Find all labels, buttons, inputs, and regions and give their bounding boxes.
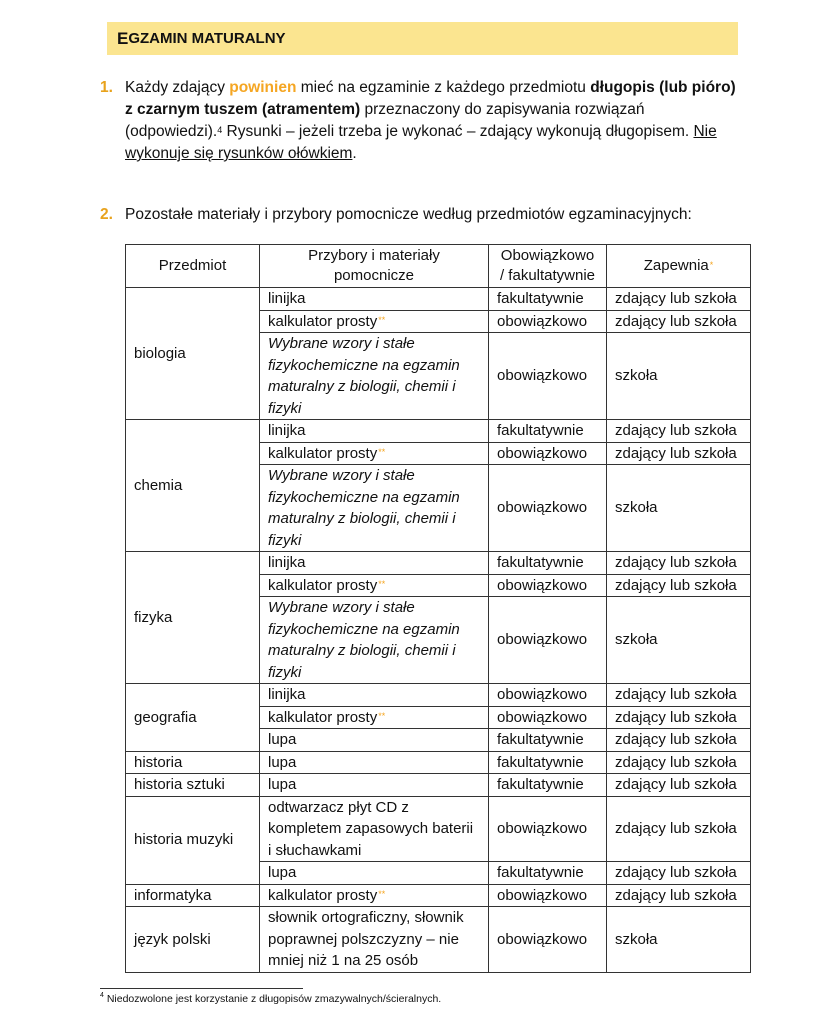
header-materials: Przybory i materiały pomocnicze <box>260 245 489 288</box>
footnote-number: 4 <box>100 992 104 999</box>
banner-title: GZAMIN MATURALNY <box>128 30 286 47</box>
materials-table <box>125 244 751 973</box>
point-2-text: Pozostałe materiały i przybory pomocnicze według przedmiotów egzaminacyjnych: <box>125 206 692 223</box>
subject-cell: biologia <box>126 288 260 420</box>
subject-cell: historia <box>126 751 260 774</box>
table-row: geografia linijka obowiązkowo zdający lub szkoła <box>126 684 751 707</box>
table-row: fizyka linijka fakultatywnie zdający lub szkoła <box>126 552 751 575</box>
table-row: Wybrane wzory i stałe fizykochemiczne na egzamin maturalny z biologii, chemii i fizyki obowiązkowo szkoła <box>126 333 751 420</box>
subject-cell: fizyka <box>126 552 260 684</box>
point-1-text: Każdy zdający powinien mieć na egzaminie z każdego przedmiotu długopis (lub pióro) z czarnym tuszem (atramentem) przeznaczony do zapisywania rozwiązań (odpowiedzi).$^4$ Rysunki – jeżeli trzeba je wykonać – zdający wykonują długopisem. Nie wykonuje się rysunków ołówkiem. <box>125 79 736 162</box>
table-row: historia sztuki lupa fakultatywnie zdający lub szkoła <box>126 774 751 797</box>
table-row: język polski słownik ortograficzny, słownik poprawnej polszczyzny – nie mniej niż 1 na 25 osób obowiązkowo szkoła <box>126 907 751 973</box>
banner-first-letter: E <box>117 28 129 48</box>
table-row: chemia linijka fakultatywnie zdający lub szkoła <box>126 420 751 443</box>
pen-requirement: długopis (lub pióro) z czarnym tuszem (atramentem) <box>125 79 736 118</box>
header-provider: Zapewnia* <box>607 245 751 288</box>
point-1-number: 1. <box>100 79 113 96</box>
table-row: informatyka kalkulator prosty** obowiązkowo zdający lub szkoła <box>126 884 751 907</box>
footnote-divider <box>100 988 303 989</box>
point-2 <box>100 204 740 226</box>
subject-cell: geografia <box>126 684 260 752</box>
footnote <box>100 993 441 1005</box>
header-subject: Przedmiot <box>126 245 260 288</box>
subject-cell: historia sztuki <box>126 774 260 797</box>
footnote-ref: 4 <box>217 125 223 135</box>
section-banner <box>107 22 738 55</box>
footnote-text: Niedozwolone jest korzystanie z długopisów zmazywalnych/ścieralnych. <box>103 993 442 1005</box>
subject-cell: chemia <box>126 420 260 552</box>
subject-cell: informatyka <box>126 884 260 907</box>
table-row: Wybrane wzory i stałe fizykochemiczne na egzamin maturalny z biologii, chemii i fizyki obowiązkowo szkoła <box>126 465 751 552</box>
subject-cell: historia muzyki <box>126 796 260 884</box>
header-required: Obowiązkowo / fakultatywnie <box>489 245 607 288</box>
table-row: lupa fakultatywnie zdający lub szkoła <box>126 729 751 752</box>
table-row: kalkulator prosty** obowiązkowo zdający lub szkoła <box>126 574 751 597</box>
point-2-number: 2. <box>100 206 113 223</box>
table-row: kalkulator prosty** obowiązkowo zdający lub szkoła <box>126 310 751 333</box>
table-row: lupa fakultatywnie zdający lub szkoła <box>126 862 751 885</box>
table-row: Wybrane wzory i stałe fizykochemiczne na egzamin maturalny z biologii, chemii i fizyki obowiązkowo szkoła <box>126 597 751 684</box>
table-row: kalkulator prosty** obowiązkowo zdający lub szkoła <box>126 442 751 465</box>
emphasis-powinien: powinien <box>229 79 297 96</box>
subject-cell: język polski <box>126 907 260 973</box>
point-1 <box>100 77 740 165</box>
table-header <box>126 245 751 288</box>
pencil-note: Nie wykonuje się rysunków ołówkiem <box>125 123 717 162</box>
table-row: kalkulator prosty** obowiązkowo zdający lub szkoła <box>126 706 751 729</box>
table-row: historia muzyki odtwarzacz płyt CD z kompletem zapasowych baterii i słuchawkami obowiązkowo zdający lub szkoła <box>126 796 751 862</box>
table-row: historia lupa fakultatywnie zdający lub szkoła <box>126 751 751 774</box>
table-row: biologia linijka fakultatywnie zdający lub szkoła <box>126 288 751 311</box>
